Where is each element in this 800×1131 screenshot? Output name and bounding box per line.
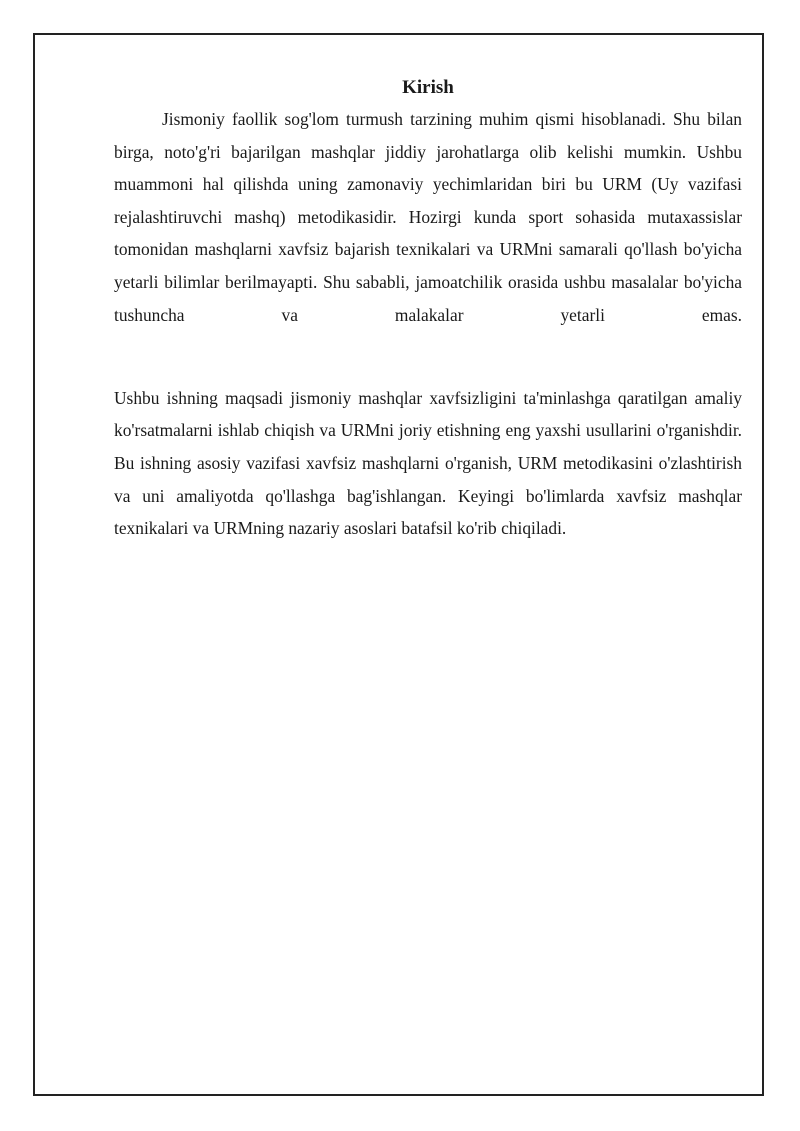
document-body xyxy=(114,74,742,545)
paragraph-intro: Jismoniy faollik sog'lom turmush tarzining muhim qismi hisoblanadi. Shu bilan birga, noto'g'ri bajarilgan mashqlar jiddiy jarohatlarga olib kelishi mumkin. Ushbu muammoni hal qilishda uning zamonaviy yechimlaridan biri bu URM (Uy vazifasi rejalashtiruvchi mashq) metodikasidir. Hozirgi kunda sport sohasida mutaxassislar tomonidan mashqlarni xavfsiz bajarish texnikalari va URMni samarali qo'llash bo'yicha yetarli bilimlar berilmayapti. Shu sababli, jamoatchilik orasida ushbu masalalar bo'yicha tushuncha va malakalar yetarli emas. xyxy=(114,109,742,325)
paragraph-purpose: Ushbu ishning maqsadi jismoniy mashqlar xavfsizligini ta'minlashga qaratilgan amaliy ko'rsatmalarni ishlab chiqish va URMni joriy etishning eng yaxshi usullarini o'rganishdir. Bu ishning asosiy vazifasi xavfsiz mashqlarni o'rganish, URM metodikasini o'zlashtirish va uni amaliyotda qo'llashga bag'ishlangan. Keyingi bo'limlarda xavfsiz mashqlar texnikalari va URMning nazariy asoslari batafsil ko'rib chiqiladi. xyxy=(114,387,742,539)
section-title: Kirish xyxy=(402,77,454,98)
